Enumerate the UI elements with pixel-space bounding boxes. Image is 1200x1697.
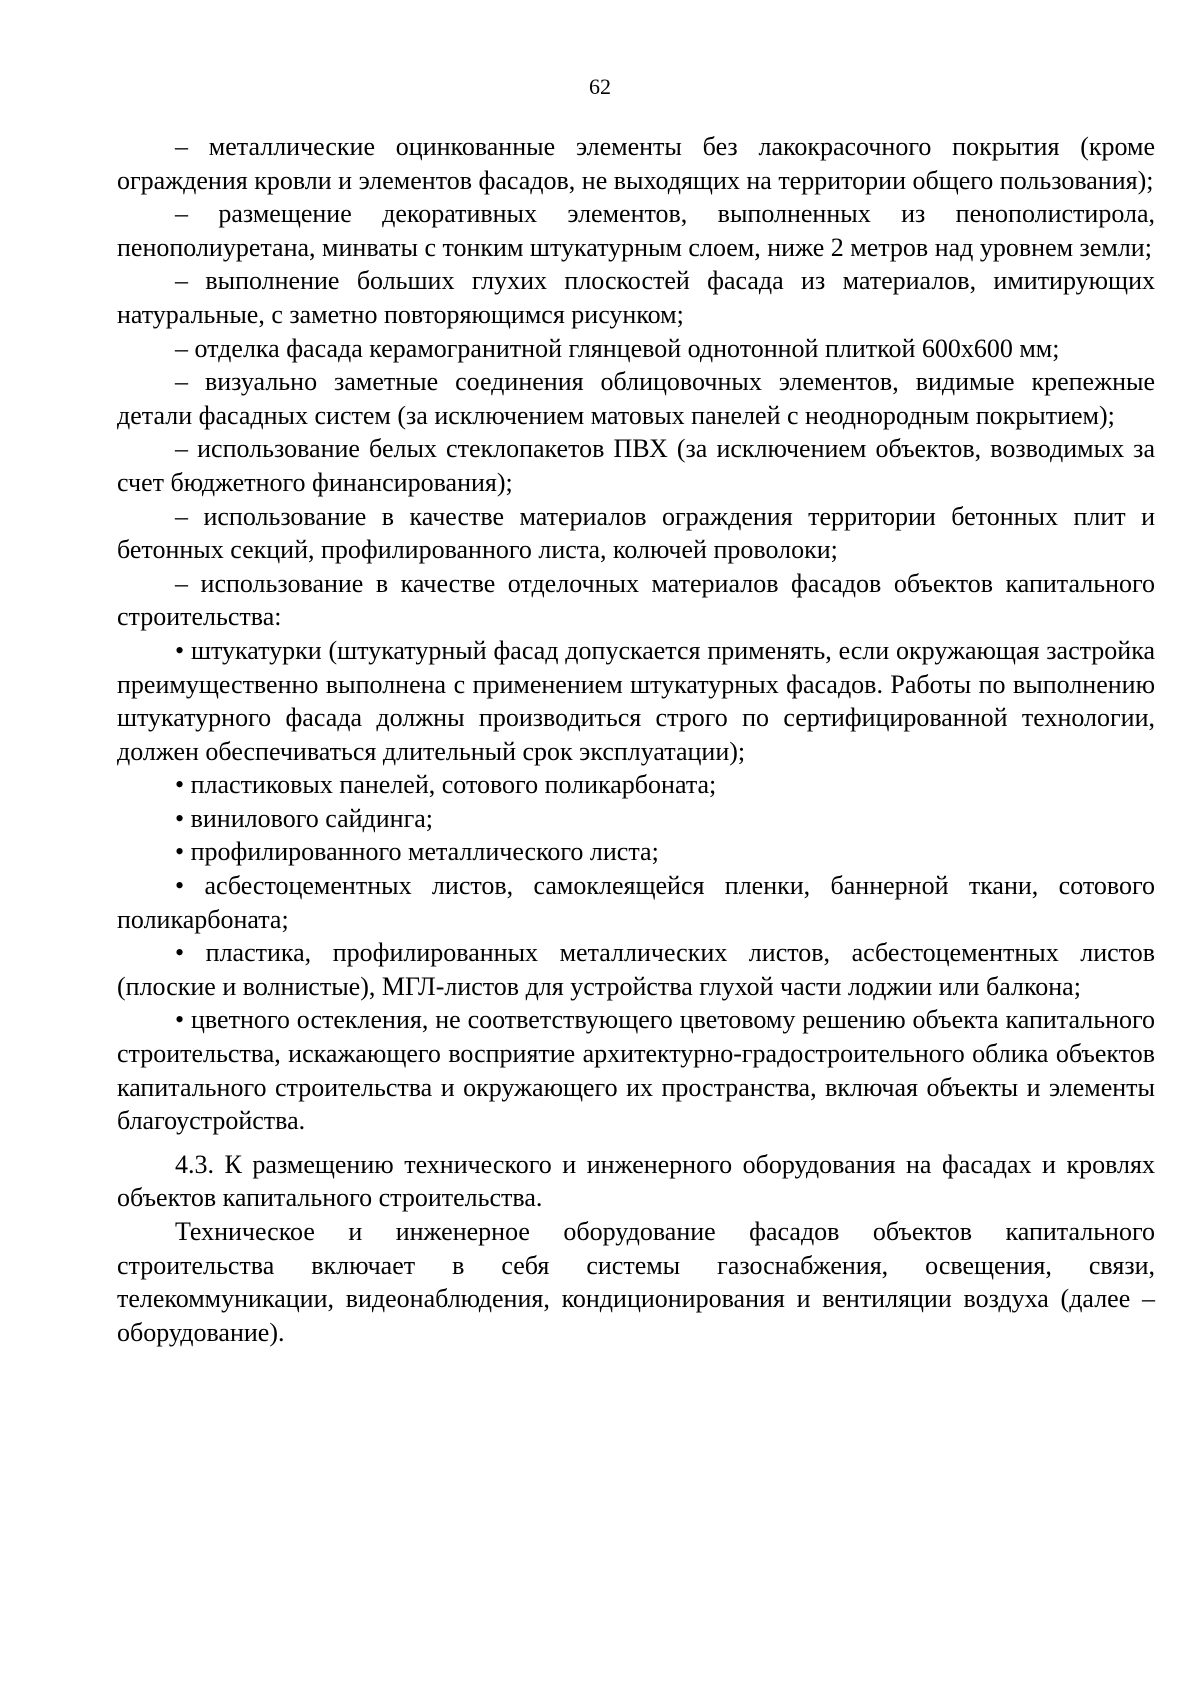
bullet-colored-glazing: • цветного остекления, не соответствующего цветовому решению объекта капитального строительства, искажающего восприятие архитектурно-градостроительного облика объектов капитального строительства и окружающего их пространства, включая объекты и элементы благоустройства. (117, 1005, 1155, 1136)
paragraph-galvanized-elements: – металлические оцинкованные элементы без лакокрасочного покрытия (кроме ограждения кровли и элементов фасадов, не выходящих на территории общего пользования); (117, 132, 1155, 195)
bullet-plaster: • штукатурки (штукатурный фасад допускается применять, если окружающая застройка преимущественно выполнена с применением штукатурных фасадов. Работы по выполнению штукатурного фасада должны производиться строго по сертифицированной технологии, должен обеспечиваться длительный срок эксплуатации); (117, 635, 1155, 766)
paragraph-finishing-materials: – использование в качестве отделочных материалов фасадов объектов капитального строительства: (117, 568, 1155, 632)
section-4-3-heading: 4.3. К размещению технического и инженерного оборудования на фасадах и кровлях объектов капитального строительства. (117, 1149, 1155, 1213)
paragraph-porcelain-tile: – отделка фасада керамогранитной глянцевой однотонной плиткой 600х600 мм; (175, 333, 1060, 363)
page-number: 62 (589, 74, 611, 99)
bullet-plastic-panels: • пластиковых панелей, сотового поликарбоната; (175, 770, 717, 800)
paragraph-pvc-windows: – использование белых стеклопакетов ПВХ (за исключением объектов, возводимых за счет бюджетного финансирования); (117, 434, 1155, 497)
paragraph-blank-planes: – выполнение больших глухих плоскостей фасада из материалов, имитирующих натуральные, с заметно повторяющимся рисунком; (117, 266, 1155, 329)
paragraph-fencing-materials: – использование в качестве материалов ограждения территории бетонных плит и бетонных секций, профилированного листа, колючей проволоки; (117, 501, 1155, 565)
bullet-vinyl-siding: • винилового сайдинга; (175, 803, 434, 833)
paragraph-decorative-elements: – размещение декоративных элементов, выполненных из пенополистирола, пенополиуретана, минваты с тонким штукатурным слоем, ниже 2 метров над уровнем земли; (117, 199, 1155, 262)
bullet-plastic-loggia: • пластика, профилированных металлических листов, асбестоцементных листов (плоские и волнистые), МГЛ-листов для устройства глухой части лоджии или балкона; (117, 938, 1155, 1001)
body-text (117, 130, 1155, 1349)
bullet-profiled-sheet: • профилированного металлического листа; (175, 837, 659, 867)
bullet-asbestos-sheets: • асбестоцементных листов, самоклеящейся пленки, баннерной ткани, сотового поликарбоната; (117, 871, 1155, 934)
paragraph-visible-joints: – визуально заметные соединения облицовочных элементов, видимые крепежные детали фасадных систем (за исключением матовых панелей с неоднородным покрытием); (117, 367, 1155, 430)
paragraph-equipment-definition: Техническое и инженерное оборудование фасадов объектов капитального строительства включает в себя системы газоснабжения, освещения, связи, телекоммуникации, видеонаблюдения, кондиционирования и вентиляции воздуха (далее – оборудование). (117, 1217, 1155, 1347)
